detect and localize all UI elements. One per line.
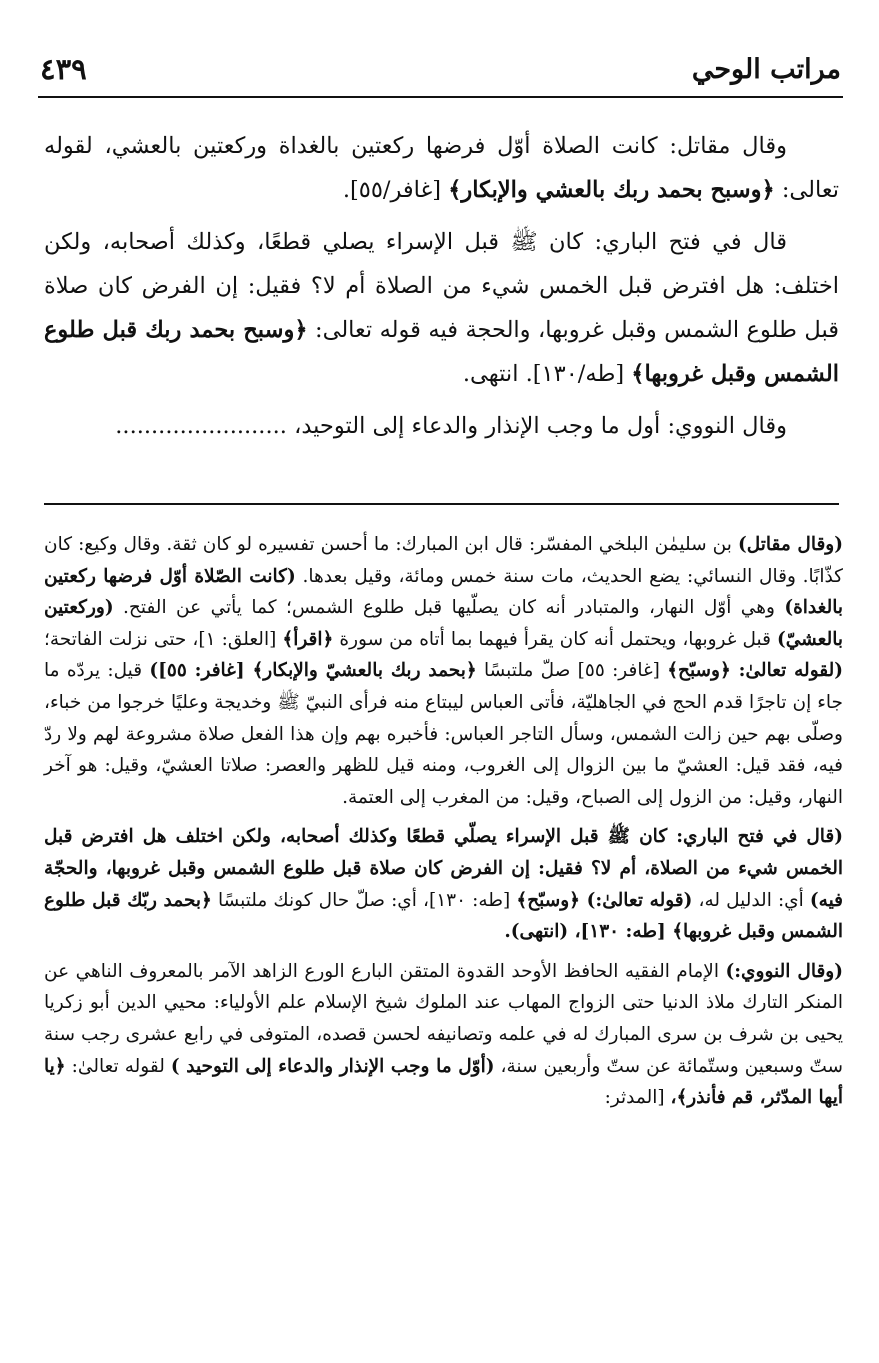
text-run: [غافر/٥٥].	[342, 177, 449, 203]
bold-run: (وقال النووي:)	[725, 960, 843, 982]
quran-quote: ﴿وسبح بحمد ربك بالعشي والإبكار﴾	[448, 177, 775, 203]
text-run: وهي أوّل النهار، والمتبادر أنه كان يصلّيها قبل طلوع الشمس؛ كما يأتي عن الفتح.	[113, 597, 785, 619]
text-run: قال في فتح الباري: كان ﷺ قبل الإسراء يصلي قطعًا، وكذلك أصحابه، ولكن اختلف: هل افترض قبل الخمس شيء من الصلاة أم لا؟ فقيل: إن الفرض كان صلاة قبل طلوع الشمس وقبل غروبها، والحجة فيه قوله تعالى:	[44, 229, 840, 343]
bold-run: ﴿اقرأ﴾	[282, 628, 334, 650]
page-number: ٤٣٩	[40, 52, 87, 86]
text-run: قيل: يردّه ما جاء إن تاجرًا قدم الحج في الجاهليّة، فأتى العباس ليبتاع منه فرأى النبيّ ﷺ وخديجة وعليًا خرجوا من خباء، وصلّى بهم حين زالت الشمس، وسأل التاجر العباس: فأخبره بهم وإن هذا الفعل صلاة مشروعة لهم ولا ردّ فيه، فقد قيل: العشيّ ما بين الزوال إلى الغروب، ومنه قيل للظهر والعصر: صلاتا العشيّ، وقيل: هو آخر النهار، وقيل: من الزول إلى الصباح، وقيل: من المغرب إلى العتمة.	[44, 660, 843, 808]
bold-run: (قوله تعالىٰ:) ﴿وسبّح﴾	[516, 889, 693, 911]
bold-run: ﴿بحمد ربّك قبل طلوع الشمس وقبل غروبها﴾ [طه: ١٣٠]، (انتهى).	[44, 889, 843, 943]
text-run: أي: الدليل له،	[692, 889, 810, 911]
note-paragraph-fath-albari	[44, 821, 843, 947]
text-run: [غافر: ٥٥] صلّ ملتبسًا	[476, 660, 668, 682]
bold-run: ﴿بحمد ربك بالعشيّ والإبكار﴾ [غافر: ٥٥])	[149, 660, 477, 682]
note-paragraph-nawawi	[44, 956, 843, 1114]
quran-quote: ﴿وسبح بحمد ربك قبل طلوع الشمس وقبل غروبها﴾	[44, 317, 839, 387]
text-run: [طه/١٣٠]. انتهى.	[462, 361, 632, 387]
bold-run: ﴿يا أيها المدّثر، قم فأنذر﴾،	[44, 1055, 843, 1109]
footnote-divider	[44, 503, 839, 505]
text-run: [طه: ١٣٠]، أي: صلّ حال كونك ملتبسًا	[211, 889, 517, 911]
note-paragraph-muqatil	[44, 529, 843, 813]
text-run: لقوله تعالىٰ:	[65, 1055, 171, 1077]
text-run: [المدثر:	[604, 1087, 671, 1109]
text-run: بن سليمٰن البلخي المفسّر: قال ابن المبارك: ما أحسن تفسيره لو كان ثقة. وقال وكيع: كان كذّابًا. وقال النسائي: يضع الحديث، مات سنة خمس ومائة، وقيل بعدها.	[44, 534, 843, 587]
bold-run: (كانت الصّلاة أوّل فرضها ركعتين بالغداة)	[44, 565, 843, 619]
main-paragraph-fath-albari	[44, 220, 839, 396]
main-paragraph-nawawi: وقال النووي: أول ما وجب الإنذار والدعاء إلى التوحيد، ........................	[115, 413, 787, 439]
text-run: وقال مقاتل: كانت الصلاة أوّل فرضها ركعتين بالغداة وركعتين بالعشي، لقوله تعالى:	[44, 133, 839, 203]
page-header	[38, 48, 843, 98]
bold-run: (أوّل ما وجب الإنذار والدعاء إلى التوحيد )	[170, 1055, 495, 1077]
commentary-notes	[44, 529, 843, 1122]
text-run: الإمام الفقيه الحافظ الأوحد القدوة المتقن البارع الورع الزاهد الآمر بالمعروف الناهي عن المنكر التارك ملاذ الدنيا حتى الزواج المهاب عند الملوك شيخ الإسلام علم الأولياء: محيي الدين أبو زكريا يحيى بن شرف بن سرى المبارك له في علمه وتصانيفه لحسن قصده، المتوفى في رابع عشرى رجب سنة ستّ وسبعين وستّمائة عن ستّ وأربعين سنة،	[44, 960, 844, 1077]
main-paragraph-muqatil	[44, 124, 839, 212]
text-run: [العلق: ١]، حتى نزلت الفاتحة؛	[44, 628, 283, 650]
chapter-title: مراتب الوحي	[691, 54, 841, 85]
text-run: قبل غروبها، ويحتمل أنه كان يقرأ فيهما بما أتاه من سورة	[333, 628, 777, 650]
main-text	[44, 124, 839, 456]
bold-run: (لقوله تعالىٰ: ﴿وسبّح﴾	[667, 660, 843, 682]
bold-run: (وقال مقاتل)	[737, 534, 843, 555]
bold-run: (قال في فتح الباري: كان ﷺ قبل الإسراء يصلّي قطعًا وكذلك أصحابه، ولكن اختلف هل افترض قبل الخمس شيء من الصلاة، أم لا؟ فقيل: إن الفرض كان صلاة قبل طلوع الشمس وقبل غروبها، والحجّة فيه)	[44, 826, 844, 911]
bold-run: (وركعتين بالعشيّ)	[44, 597, 844, 650]
